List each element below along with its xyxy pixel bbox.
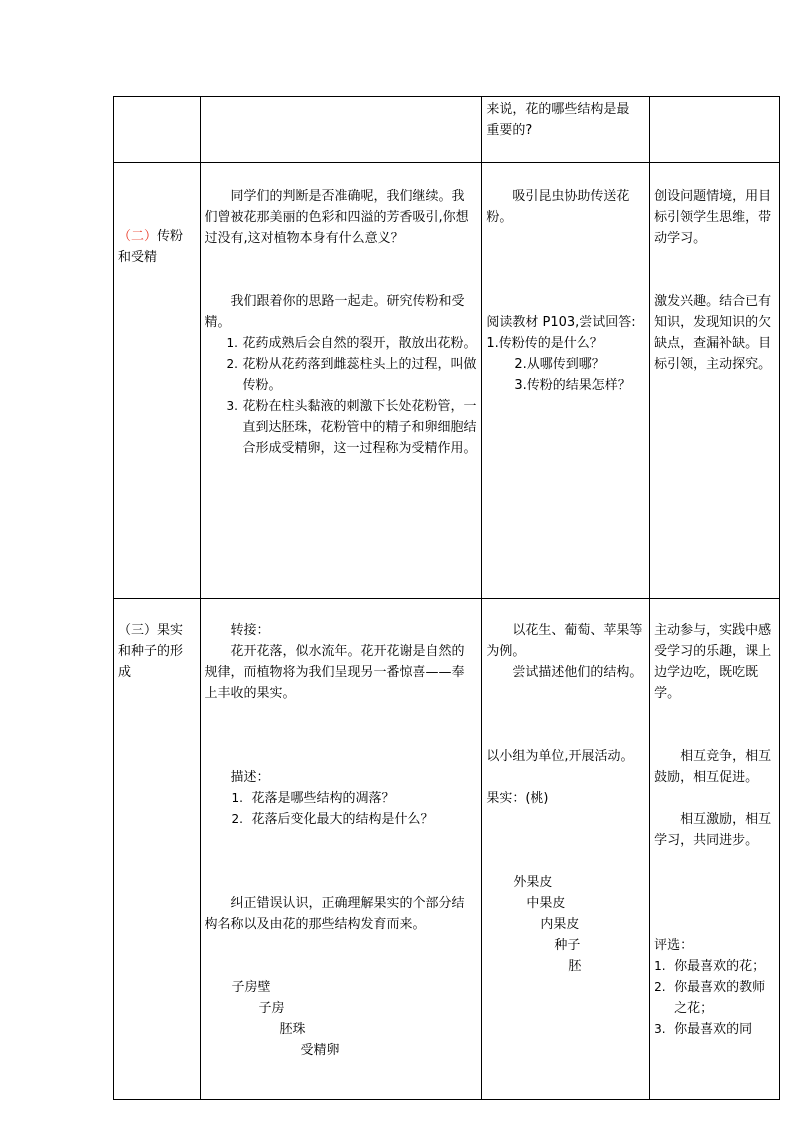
intent-paragraph: 主动参与，实践中感受学习的乐趣，课上边学边吃，既吃既学。 xyxy=(654,623,772,701)
stage-number: （二） xyxy=(118,229,158,244)
list-text: 花粉在柱头黏液的刺激下长处花粉管，一直到达胚珠，花粉管中的精子和卵细胞结合形成受精卵，这一过程称为受精作用。 xyxy=(242,399,477,456)
list-item xyxy=(654,977,775,1019)
list-text: 花粉从花药落到雌蕊柱头上的过程，叫做传粉。 xyxy=(242,357,477,393)
lesson-plan-table xyxy=(113,96,780,1100)
list-number: 2. xyxy=(654,980,666,994)
student-paragraph: 吸引昆虫协助传送花粉。 xyxy=(486,189,630,225)
list-text: 你最喜欢的花； xyxy=(674,959,766,974)
list-text: 花落后变化最大的结构是什么？ xyxy=(251,812,434,827)
list-item xyxy=(205,333,478,354)
list-item xyxy=(232,788,478,809)
student-activity-cell xyxy=(482,163,650,599)
student-paragraph: 以小组为单位,开展活动。 xyxy=(486,749,634,764)
list-number: 1. xyxy=(231,791,243,805)
teacher-activity-cell xyxy=(200,599,482,1100)
list-number: 2. xyxy=(231,812,243,826)
fruit-part: 内果皮 xyxy=(540,917,580,932)
fruit-part: 种子 xyxy=(554,938,581,953)
list-text: 你最喜欢的同 xyxy=(674,1022,753,1037)
list-item xyxy=(654,956,775,977)
teacher-activity-cell xyxy=(200,163,482,599)
student-paragraph: 以花生、葡萄、苹果等为例。 xyxy=(486,623,643,659)
stage-title-part: 和受精 xyxy=(118,250,158,265)
table-row xyxy=(114,97,780,163)
stage-cell xyxy=(114,599,201,1100)
intent-paragraph: 激发兴趣。结合已有知识，发现知识的欠缺点，查漏补缺。目标引领，主动探究。 xyxy=(654,294,772,372)
design-intent-cell xyxy=(650,97,780,163)
design-intent-cell xyxy=(650,599,780,1100)
teacher-label: 转接： xyxy=(230,623,270,638)
student-activity-cell xyxy=(482,97,650,163)
fruit-part: 胚 xyxy=(568,959,582,974)
teacher-paragraph: 我们跟着你的思路一起走。研究传粉和受精。 xyxy=(204,294,465,330)
stage-title-part: 传粉 xyxy=(157,229,184,244)
stage-title xyxy=(118,226,196,268)
list-text: 花药成熟后会自然的裂开，散放出花粉。 xyxy=(242,336,477,351)
design-intent-cell xyxy=(650,163,780,599)
flower-part: 受精卵 xyxy=(300,1043,340,1058)
intent-paragraph: 相互竞争，相互鼓励，相互促进。 xyxy=(654,749,772,785)
list-item xyxy=(205,354,478,396)
lesson-plan-page xyxy=(113,96,780,1100)
list-item xyxy=(654,1019,775,1040)
teacher-activity-cell xyxy=(200,97,482,163)
intent-paragraph: 创设问题情境，用目标引领学生思维，带动学习。 xyxy=(654,189,772,246)
student-activity-cell xyxy=(482,599,650,1100)
intent-paragraph: 相互激励，相互学习，共同进步。 xyxy=(654,812,772,848)
question-line: 重要的? xyxy=(486,123,533,138)
list-item xyxy=(232,809,478,830)
table-row xyxy=(114,163,780,599)
selection-list xyxy=(654,956,775,1040)
list-number: 3. xyxy=(226,399,238,413)
question-line: 来说，花的哪些结构是最 xyxy=(486,102,630,117)
teacher-label: 描述： xyxy=(230,770,270,785)
fruit-part: 中果皮 xyxy=(526,896,566,911)
list-text: 你最喜欢的教师之花； xyxy=(674,980,766,1016)
list-number: 2. xyxy=(226,357,238,371)
stage-title: （三）果实和种子的形成 xyxy=(118,623,184,680)
student-paragraph: 阅读教材 P103,尝试回答: xyxy=(486,315,636,330)
flower-part: 子房 xyxy=(258,1001,285,1016)
fruit-part: 外果皮 xyxy=(513,875,553,890)
list-number: 3. xyxy=(654,1022,666,1036)
student-question: 2.从哪传到哪？ xyxy=(514,357,605,372)
teacher-paragraph: 纠正错误认识，正确理解果实的个部分结构名称以及由花的那些结构发育而来。 xyxy=(204,896,465,932)
list-item xyxy=(205,396,478,459)
student-paragraph: 尝试描述他们的结构。 xyxy=(512,665,643,680)
flower-part: 胚珠 xyxy=(279,1022,306,1037)
list-text: 花落是哪些结构的凋落？ xyxy=(251,791,395,806)
selection-label: 评选： xyxy=(654,938,694,953)
teacher-paragraph: 同学们的判断是否准确呢，我们继续。我们曾被花那美丽的色彩和四溢的芳香吸引,你想过没有,这对植物本身有什么意义？ xyxy=(204,189,469,246)
teacher-list xyxy=(205,788,478,830)
student-question: 1.传粉传的是什么？ xyxy=(486,336,603,351)
stage-cell xyxy=(114,97,201,163)
table-row xyxy=(114,599,780,1100)
list-number: 1. xyxy=(654,959,666,973)
teacher-list xyxy=(205,333,478,459)
stage-cell xyxy=(114,163,201,599)
teacher-paragraph: 花开花落，似水流年。花开花谢是自然的规律，而植物将为我们呈现另一番惊喜——奉上丰收的果实。 xyxy=(204,644,465,701)
list-number: 1. xyxy=(226,336,238,350)
fruit-label: 果实：(桃) xyxy=(486,791,549,806)
flower-part: 子房壁 xyxy=(231,980,271,995)
student-question: 3.传粉的结果怎样？ xyxy=(514,378,631,393)
